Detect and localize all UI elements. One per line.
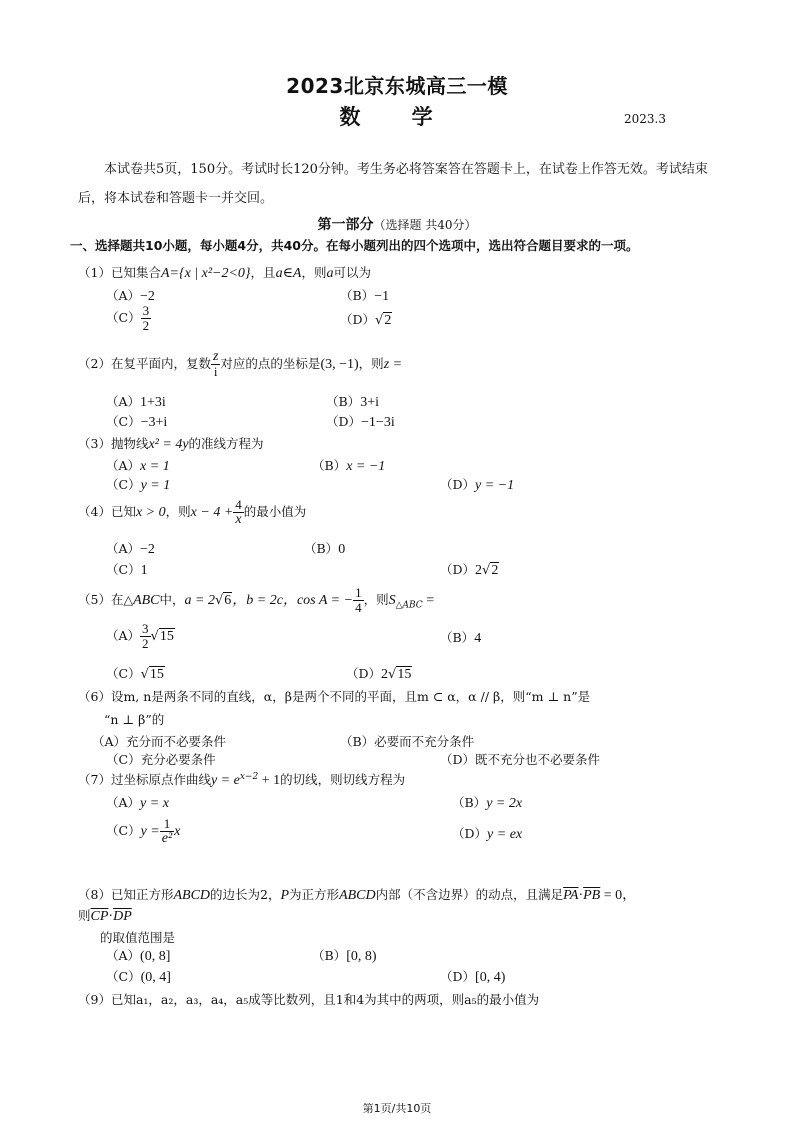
q5-cond-a: a = 2 bbox=[184, 593, 215, 608]
q1-var: a bbox=[326, 266, 334, 281]
q2-option-c[interactable] bbox=[106, 412, 167, 431]
q2-point: (3, −1) bbox=[320, 357, 359, 372]
q3-b-label: （B） bbox=[312, 458, 347, 473]
exam-title: 2023北京东城高三一模 bbox=[286, 74, 508, 98]
q4-mid: ，则 bbox=[165, 504, 191, 519]
q5-c-radicand: 15 bbox=[149, 667, 164, 682]
q1-b-label: （B） bbox=[340, 288, 375, 303]
q4-option-b[interactable] bbox=[304, 539, 345, 558]
q3-d-label: （D） bbox=[440, 477, 476, 492]
sqrt-icon: √ bbox=[215, 593, 224, 608]
q3-d-value: y = −1 bbox=[475, 478, 515, 493]
q1-set: A={x | x²−2<0} bbox=[160, 266, 251, 281]
q5-option-c[interactable] bbox=[106, 664, 165, 683]
q5-pre: 在△ bbox=[110, 592, 134, 607]
q2-b-label: （B） bbox=[326, 394, 361, 409]
q2-option-b[interactable] bbox=[326, 392, 379, 411]
q8-point: P bbox=[280, 888, 290, 903]
q4-a-value: −2 bbox=[140, 542, 155, 557]
q1-cond: a∈A bbox=[275, 266, 302, 281]
q7-tail: + 1 bbox=[258, 773, 281, 788]
part1-title-main: 第一部分 bbox=[317, 217, 374, 233]
sqrt-icon: √ bbox=[482, 563, 491, 578]
q7-c-num: 1 bbox=[160, 817, 174, 832]
q5-fraction bbox=[353, 586, 364, 615]
q2-end: z = bbox=[383, 357, 403, 372]
q5-b-label: （B） bbox=[440, 630, 475, 645]
q7-b-label: （B） bbox=[452, 795, 487, 810]
q1-stem bbox=[78, 263, 371, 282]
q5-end: = bbox=[422, 593, 435, 608]
q5-triangle: ABC bbox=[133, 593, 160, 608]
q5-den: 4 bbox=[355, 600, 362, 615]
q8-option-d[interactable] bbox=[440, 967, 505, 986]
q4-d-label: （D） bbox=[440, 562, 476, 577]
exam-intro: 本试卷共5页，150分。考试时长120分钟。考生务必将答案答在答题卡上，在试卷上作答无效。考试结束后，将本试卷和答题卡一并交回。 bbox=[78, 162, 708, 206]
q5-d-coef: 2 bbox=[381, 667, 389, 682]
q8-number: （8） bbox=[78, 887, 111, 902]
q7-a-value: y = x bbox=[140, 796, 169, 811]
q4-fraction bbox=[233, 498, 244, 527]
q5-cond-a-radicand: 6 bbox=[224, 593, 232, 608]
q5-mid: 中， bbox=[159, 592, 185, 607]
q5-a-label: （A） bbox=[106, 628, 141, 643]
q1-number: （1） bbox=[78, 265, 111, 280]
q3-b-value: x = −1 bbox=[346, 459, 386, 474]
q2-option-a[interactable] bbox=[106, 392, 166, 411]
q4-d-radicand: 2 bbox=[491, 563, 499, 578]
q1-d-label: （D） bbox=[340, 312, 376, 327]
q6-option-a[interactable]: （A）充分而不必要条件 bbox=[92, 734, 227, 749]
q1-post: ，则 bbox=[301, 265, 327, 280]
q2-num: z bbox=[212, 349, 219, 364]
q4-c-value: 1 bbox=[140, 563, 148, 578]
q8-d-value: [0, 4) bbox=[475, 970, 506, 985]
q5-area-sub: △ABC bbox=[395, 600, 423, 611]
q4-stem bbox=[78, 498, 306, 527]
q3-option-d[interactable] bbox=[440, 475, 514, 494]
q8-eq-zero: = 0， bbox=[600, 888, 637, 903]
q8-stem-cont bbox=[78, 906, 132, 925]
exam-date: 2023.3 bbox=[624, 112, 666, 126]
q8-option-b[interactable] bbox=[312, 946, 377, 965]
q1-c-label: （C） bbox=[106, 310, 141, 325]
q8-vector-pb: $\overline{PB}$ bbox=[583, 888, 601, 903]
q4-b-label: （B） bbox=[304, 541, 339, 556]
q5-d-radicand: 15 bbox=[397, 667, 412, 682]
q8-option-c[interactable] bbox=[106, 967, 171, 986]
q5-stem bbox=[78, 586, 434, 615]
q6-stem-cont: “n ⊥ β”的 bbox=[104, 712, 165, 727]
q5-option-b[interactable] bbox=[440, 628, 481, 647]
q8-c-label: （C） bbox=[106, 969, 141, 984]
q2-number: （2） bbox=[78, 356, 111, 371]
q5-num: 1 bbox=[355, 585, 362, 600]
q4-post: 的最小值为 bbox=[243, 504, 307, 519]
page-footer: 第1页/共10页 bbox=[362, 1102, 432, 1115]
q3-equation: x² = 4y bbox=[148, 437, 189, 452]
q4-option-d[interactable] bbox=[440, 560, 499, 579]
q3-option-c[interactable] bbox=[106, 475, 170, 494]
q4-pre: 已知 bbox=[110, 504, 136, 519]
q5-option-a[interactable] bbox=[106, 622, 175, 651]
sqrt-icon: √ bbox=[375, 313, 384, 328]
q2-d-label: （D） bbox=[326, 414, 362, 429]
q4-cond: x > 0 bbox=[135, 505, 166, 520]
q7-stem bbox=[78, 770, 405, 789]
q8-dot: · bbox=[578, 888, 584, 903]
q6-stem bbox=[78, 687, 590, 705]
q8-text2: 的边长为2， bbox=[210, 887, 281, 902]
q8-c-value: (0, 4] bbox=[140, 970, 171, 985]
q7-exponent: x−2 bbox=[239, 771, 259, 782]
q2-mid: 对应的点的坐标是 bbox=[220, 356, 321, 371]
q7-a-label: （A） bbox=[106, 795, 141, 810]
q2-c-label: （C） bbox=[106, 414, 141, 429]
q7-c-label: （C） bbox=[106, 823, 141, 838]
q8-square: ABCD bbox=[173, 888, 211, 903]
q3-post: 的准线方程为 bbox=[188, 436, 264, 451]
q5-cond-b: ，b = 2c bbox=[232, 593, 283, 608]
q8-stem bbox=[78, 884, 636, 904]
q3-pre: 抛物线 bbox=[110, 436, 149, 451]
q2-fraction bbox=[211, 350, 220, 379]
q7-c-value: y = bbox=[140, 824, 160, 839]
q5-a-fraction bbox=[140, 622, 151, 651]
q8-a-label: （A） bbox=[106, 948, 141, 963]
q7-post: 的切线，则切线方程为 bbox=[280, 772, 406, 787]
q2-b-value: 3+i bbox=[360, 395, 379, 410]
sqrt-icon: √ bbox=[140, 667, 149, 682]
q1-end: 可以为 bbox=[333, 265, 372, 280]
exam-subject: 数 学 bbox=[339, 105, 455, 129]
sqrt-icon: √ bbox=[388, 667, 397, 682]
q2-c-value: −3+i bbox=[140, 415, 168, 430]
q6-option-b[interactable]: （B）必要而不充分条件 bbox=[340, 734, 475, 749]
q8-option-a[interactable] bbox=[106, 946, 170, 965]
q5-a-num: 3 bbox=[142, 621, 149, 636]
q2-a-value: 1+3i bbox=[140, 395, 166, 410]
q1-b-value: −1 bbox=[374, 289, 390, 304]
q1-c-den: 2 bbox=[142, 318, 150, 333]
q7-option-c[interactable] bbox=[106, 817, 180, 846]
q2-den: i bbox=[213, 364, 218, 379]
q5-area-symbol: S bbox=[388, 593, 396, 608]
q7-c-fraction bbox=[160, 817, 174, 846]
q7-d-label: （D） bbox=[452, 826, 488, 841]
q3-c-label: （C） bbox=[106, 477, 141, 492]
q7-number: （7） bbox=[78, 772, 111, 787]
q8-then: 则 bbox=[78, 908, 91, 923]
q8-text1: 已知正方形 bbox=[110, 887, 174, 902]
q1-a-label: （A） bbox=[106, 288, 141, 303]
q5-a-radicand: 15 bbox=[159, 629, 174, 644]
q7-pre: 过坐标原点作曲线 bbox=[110, 772, 211, 787]
q6-text: 设m, n是两条不同的直线，α，β是两个不同的平面，且m ⊂ α，α // β，则“m ⊥ n”是 bbox=[110, 689, 591, 704]
q3-c-value: y = 1 bbox=[140, 478, 171, 493]
q4-number: （4） bbox=[78, 504, 111, 519]
q7-d-value: y = ex bbox=[487, 827, 523, 842]
part1-title-sub: （选择题 共40分） bbox=[373, 218, 477, 232]
q5-b-value: 4 bbox=[474, 631, 482, 646]
q8-text4: 内部（不含边界）的动点，且满足 bbox=[375, 887, 564, 902]
q8-dot-2: · bbox=[108, 909, 114, 924]
q6-option-c[interactable]: （C）充分必要条件 bbox=[106, 752, 216, 767]
q8-vector-dp: $\overline{DP}$ bbox=[113, 909, 132, 924]
q8-square-2: ABCD bbox=[339, 888, 376, 903]
q4-option-a[interactable] bbox=[106, 539, 155, 558]
q8-b-value: [0, 8) bbox=[346, 949, 377, 964]
q2-stem bbox=[78, 350, 402, 379]
q9-stem bbox=[78, 990, 539, 1008]
q1-c-num: 3 bbox=[142, 303, 150, 318]
q1-pre: 已知集合 bbox=[110, 265, 161, 280]
q7-c-den: e² bbox=[161, 831, 173, 846]
q6-number: （6） bbox=[78, 689, 111, 704]
q1-option-c[interactable] bbox=[106, 304, 151, 333]
q8-b-label: （B） bbox=[312, 948, 347, 963]
q4-option-c[interactable] bbox=[106, 560, 148, 579]
q4-b-value: 0 bbox=[338, 542, 346, 557]
q2-d-value: −1−3i bbox=[361, 415, 395, 430]
q1-option-b[interactable] bbox=[340, 286, 389, 305]
sqrt-icon: √ bbox=[150, 629, 159, 644]
q8-vector-pa: $\overline{PA}$ bbox=[563, 888, 579, 903]
q4-a-label: （A） bbox=[106, 541, 141, 556]
q7-c-x: x bbox=[174, 824, 181, 839]
q5-d-label: （D） bbox=[346, 666, 382, 681]
q7-b-value: y = 2x bbox=[486, 796, 523, 811]
q3-stem bbox=[78, 434, 264, 453]
q4-num: 4 bbox=[235, 497, 242, 512]
q9-text: 已知a₁，a₂，a₃，a₄，a₅成等比数列，且1和4为其中的两项，则a₅的最小值为 bbox=[110, 992, 540, 1007]
q3-option-b[interactable] bbox=[312, 456, 385, 475]
q5-a-den: 2 bbox=[142, 636, 149, 651]
q5-number: （5） bbox=[78, 592, 111, 607]
q4-expr: x − 4 + bbox=[190, 505, 234, 520]
q5-post: ，则 bbox=[363, 592, 389, 607]
q7-option-a[interactable] bbox=[106, 793, 169, 812]
q8-text3: 为正方形 bbox=[289, 887, 340, 902]
q6-option-d[interactable]: （D）既不充分也不必要条件 bbox=[440, 752, 601, 767]
q9-number: （9） bbox=[78, 992, 111, 1007]
q2-option-d[interactable] bbox=[326, 412, 395, 431]
q4-c-label: （C） bbox=[106, 562, 141, 577]
q1-a-value: −2 bbox=[140, 289, 155, 304]
q2-a-label: （A） bbox=[106, 394, 141, 409]
q1-mid: ，且 bbox=[250, 265, 276, 280]
q5-c-label: （C） bbox=[106, 666, 141, 681]
q7-curve: y = e bbox=[210, 773, 240, 788]
q7-option-d[interactable] bbox=[452, 824, 522, 843]
q3-number: （3） bbox=[78, 436, 111, 451]
q5-cond-cos: ，cos A = − bbox=[282, 593, 354, 608]
q1-d-value: 2 bbox=[384, 313, 392, 328]
q4-d-coef: 2 bbox=[475, 563, 483, 578]
q2-post: ，则 bbox=[358, 356, 384, 371]
q8-range-text: 的取值范围是 bbox=[100, 930, 176, 945]
q8-vector-cp: $\overline{CP}$ bbox=[90, 909, 109, 924]
q3-a-value: x = 1 bbox=[140, 459, 170, 474]
q8-d-label: （D） bbox=[440, 969, 476, 984]
q1-option-d[interactable] bbox=[340, 310, 392, 329]
q4-den: x bbox=[235, 512, 242, 527]
q2-pre: 在复平面内，复数 bbox=[110, 356, 211, 371]
q5-option-d[interactable] bbox=[346, 664, 412, 683]
q3-a-label: （A） bbox=[106, 458, 141, 473]
part1-title bbox=[0, 214, 794, 234]
part1-instruction: 一、选择题共10小题，每小题4分，共40分。在每小题列出的四个选项中，选出符合题目要求的一项。 bbox=[70, 238, 639, 253]
q3-option-a[interactable] bbox=[106, 456, 170, 475]
q1-c-fraction bbox=[141, 304, 152, 333]
q7-option-b[interactable] bbox=[452, 793, 522, 812]
q8-a-value: (0, 8] bbox=[140, 949, 171, 964]
